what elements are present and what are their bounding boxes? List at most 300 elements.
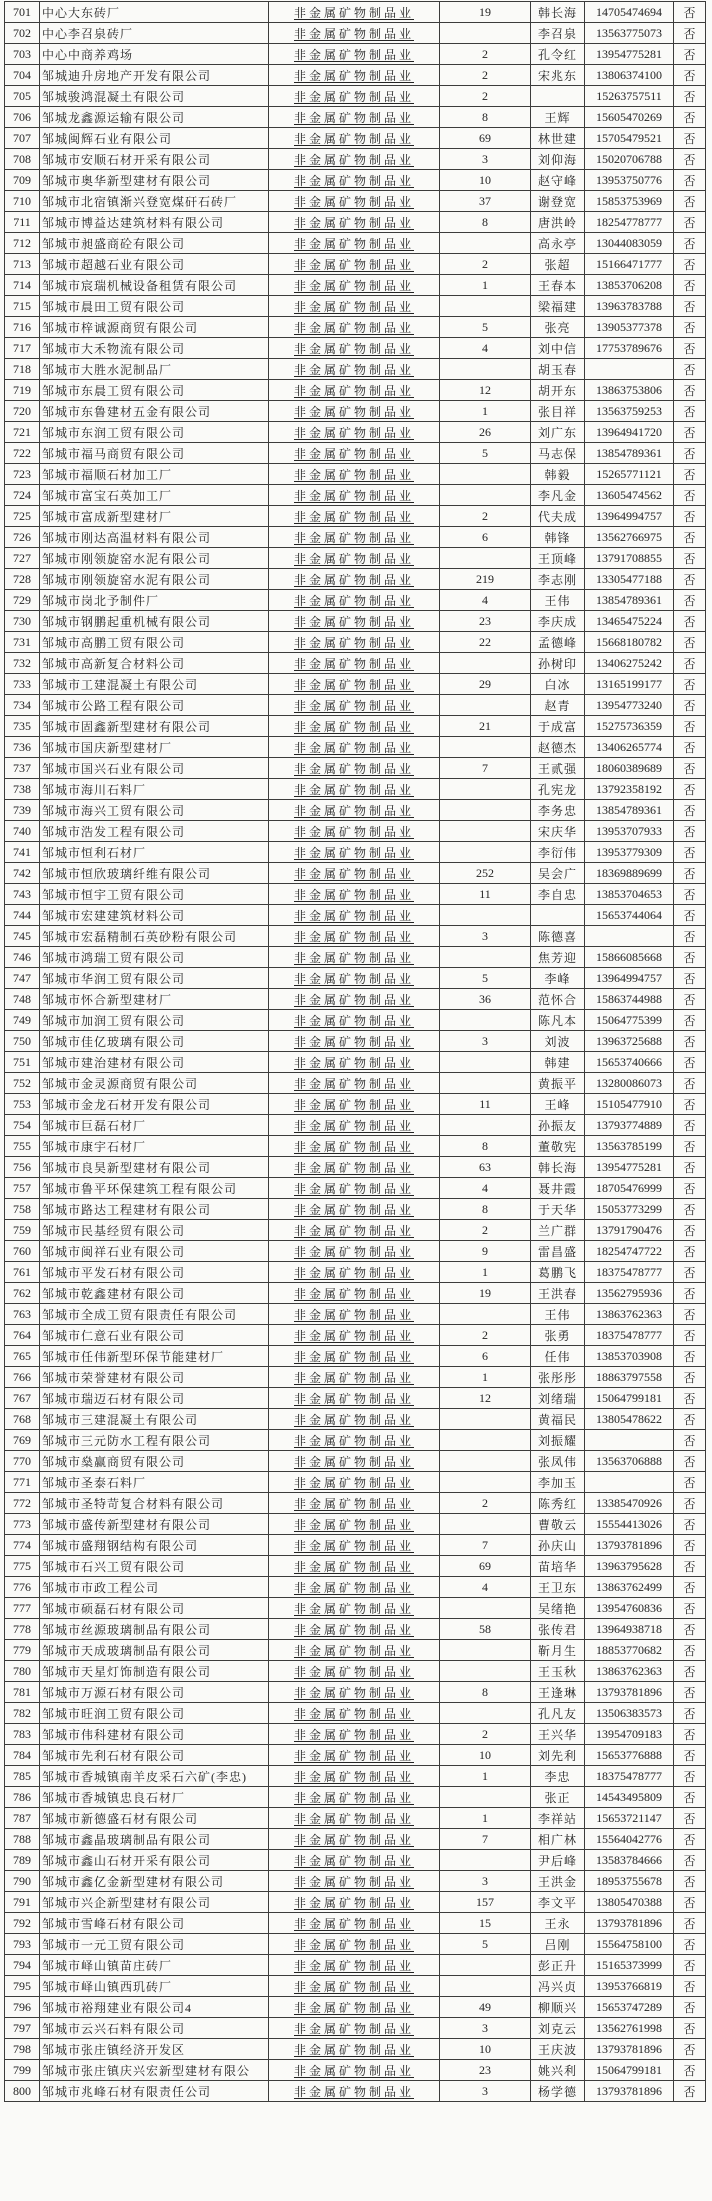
row-id-cell: 774 [5, 1535, 40, 1556]
company-name-cell: 邹城市刚领旋窑水泥有限公司 [40, 569, 269, 590]
industry-cell: 非金属矿物制品业 [269, 1136, 440, 1157]
flag-cell: 否 [674, 1262, 706, 1283]
row-id-cell: 769 [5, 1430, 40, 1451]
contact-name-cell: 王兴华 [531, 1724, 585, 1745]
phone-cell: 18853770682 [585, 1640, 674, 1661]
company-name-cell: 邹城市仁意石业有限公司 [40, 1325, 269, 1346]
phone-cell: 15166471777 [585, 254, 674, 275]
flag-cell: 否 [674, 149, 706, 170]
count-cell [440, 737, 531, 758]
row-id-cell: 772 [5, 1493, 40, 1514]
contact-name-cell: 韩长海 [531, 2, 585, 23]
industry-cell: 非金属矿物制品业 [269, 1346, 440, 1367]
table-row [5, 1409, 706, 1430]
flag-cell: 否 [674, 1598, 706, 1619]
flag-cell: 否 [674, 1178, 706, 1199]
phone-cell: 13280086073 [585, 1073, 674, 1094]
industry-cell: 非金属矿物制品业 [269, 842, 440, 863]
flag-cell: 否 [674, 1703, 706, 1724]
count-cell [440, 1409, 531, 1430]
company-name-cell: 邹城市国庆新型建材厂 [40, 737, 269, 758]
phone-cell: 13964994757 [585, 968, 674, 989]
phone-cell: 13506383573 [585, 1703, 674, 1724]
contact-name-cell: 胡玉春 [531, 359, 585, 380]
count-cell: 5 [440, 968, 531, 989]
count-cell [440, 23, 531, 44]
industry-cell: 非金属矿物制品业 [269, 86, 440, 107]
company-name-cell: 邹城市加润工贸有限公司 [40, 1010, 269, 1031]
industry-cell: 非金属矿物制品业 [269, 1619, 440, 1640]
contact-name-cell: 李衍伟 [531, 842, 585, 863]
phone-cell: 15866085668 [585, 947, 674, 968]
contact-name-cell: 相广林 [531, 1829, 585, 1850]
count-cell [440, 905, 531, 926]
phone-cell: 15653740666 [585, 1052, 674, 1073]
row-id-cell: 793 [5, 1934, 40, 1955]
industry-cell: 非金属矿物制品业 [269, 212, 440, 233]
table-row [5, 1199, 706, 1220]
phone-cell: 13562761998 [585, 2018, 674, 2039]
flag-cell: 否 [674, 632, 706, 653]
row-id-cell: 779 [5, 1640, 40, 1661]
company-name-cell: 邹城骏鸿混凝土有限公司 [40, 86, 269, 107]
row-id-cell: 709 [5, 170, 40, 191]
industry-cell: 非金属矿物制品业 [269, 149, 440, 170]
contact-name-cell: 董敬宪 [531, 1136, 585, 1157]
count-cell: 3 [440, 149, 531, 170]
phone-cell: 15165373999 [585, 1955, 674, 1976]
flag-cell: 否 [674, 380, 706, 401]
company-name-cell: 邹城市鲁平环保建筑工程有限公司 [40, 1178, 269, 1199]
phone-cell: 13385470926 [585, 1493, 674, 1514]
industry-cell: 非金属矿物制品业 [269, 1598, 440, 1619]
company-name-cell: 邹城市高鹏工贸有限公司 [40, 632, 269, 653]
flag-cell: 否 [674, 338, 706, 359]
contact-name-cell: 孙振友 [531, 1115, 585, 1136]
count-cell: 1 [440, 1262, 531, 1283]
phone-cell: 18953755678 [585, 1871, 674, 1892]
flag-cell: 否 [674, 800, 706, 821]
flag-cell: 否 [674, 821, 706, 842]
company-name-cell: 邹城市雪峰石材有限公司 [40, 1913, 269, 1934]
count-cell [440, 1052, 531, 1073]
phone-cell [585, 1430, 674, 1451]
table-row [5, 359, 706, 380]
flag-cell: 否 [674, 569, 706, 590]
count-cell: 8 [440, 107, 531, 128]
industry-cell: 非金属矿物制品业 [269, 2039, 440, 2060]
company-name-cell: 邹城市燊赢商贸有限公司 [40, 1451, 269, 1472]
table-row [5, 1997, 706, 2018]
phone-cell: 13953750776 [585, 170, 674, 191]
flag-cell: 否 [674, 317, 706, 338]
table-row [5, 1787, 706, 1808]
company-name-cell: 邹城市任伟新型环保节能建材厂 [40, 1346, 269, 1367]
phone-cell: 13563759253 [585, 401, 674, 422]
contact-name-cell: 苗培华 [531, 1556, 585, 1577]
industry-cell: 非金属矿物制品业 [269, 1052, 440, 1073]
phone-cell: 18375478777 [585, 1325, 674, 1346]
company-name-cell: 邹城市鑫晶玻璃制品有限公司 [40, 1829, 269, 1850]
row-id-cell: 734 [5, 695, 40, 716]
count-cell: 252 [440, 863, 531, 884]
row-id-cell: 702 [5, 23, 40, 44]
industry-cell: 非金属矿物制品业 [269, 485, 440, 506]
flag-cell: 否 [674, 1808, 706, 1829]
phone-cell [585, 1472, 674, 1493]
row-id-cell: 752 [5, 1073, 40, 1094]
phone-cell: 17753789676 [585, 338, 674, 359]
flag-cell: 否 [674, 1199, 706, 1220]
industry-cell: 非金属矿物制品业 [269, 569, 440, 590]
row-id-cell: 758 [5, 1199, 40, 1220]
count-cell [440, 947, 531, 968]
phone-cell: 13963783788 [585, 296, 674, 317]
company-name-cell: 邹城市一元工贸有限公司 [40, 1934, 269, 1955]
count-cell [440, 1472, 531, 1493]
phone-cell: 15668180782 [585, 632, 674, 653]
phone-cell: 13963795628 [585, 1556, 674, 1577]
flag-cell: 否 [674, 989, 706, 1010]
table-row [5, 716, 706, 737]
phone-cell: 18375478777 [585, 1262, 674, 1283]
flag-cell: 否 [674, 254, 706, 275]
table-row [5, 1556, 706, 1577]
contact-name-cell: 韩锋 [531, 527, 585, 548]
contact-name-cell: 吴会广 [531, 863, 585, 884]
contact-name-cell: 姚兴利 [531, 2060, 585, 2081]
contact-name-cell: 赵德杰 [531, 737, 585, 758]
phone-cell: 18863797558 [585, 1367, 674, 1388]
company-name-cell: 邹城市鑫山石材开采有限公司 [40, 1850, 269, 1871]
industry-cell: 非金属矿物制品业 [269, 1787, 440, 1808]
contact-name-cell: 赵青 [531, 695, 585, 716]
table-row [5, 1262, 706, 1283]
table-row [5, 1976, 706, 1997]
contact-name-cell: 王永 [531, 1913, 585, 1934]
phone-cell: 15064799181 [585, 2060, 674, 2081]
count-cell: 12 [440, 1388, 531, 1409]
count-cell: 2 [440, 1325, 531, 1346]
flag-cell: 否 [674, 1493, 706, 1514]
table-row [5, 1871, 706, 1892]
count-cell: 11 [440, 884, 531, 905]
table-row [5, 254, 706, 275]
count-cell: 219 [440, 569, 531, 590]
industry-cell: 非金属矿物制品业 [269, 1388, 440, 1409]
contact-name-cell: 吴绪艳 [531, 1598, 585, 1619]
industry-cell: 非金属矿物制品业 [269, 527, 440, 548]
phone-cell: 13954775281 [585, 1157, 674, 1178]
row-id-cell: 736 [5, 737, 40, 758]
phone-cell: 13964941720 [585, 422, 674, 443]
table-row [5, 989, 706, 1010]
phone-cell: 13563775073 [585, 23, 674, 44]
company-name-cell: 邹城市三元防水工程有限公司 [40, 1430, 269, 1451]
phone-cell: 13406265774 [585, 737, 674, 758]
company-table [4, 1, 706, 2102]
flag-cell: 否 [674, 191, 706, 212]
row-id-cell: 790 [5, 1871, 40, 1892]
phone-cell: 13165199177 [585, 674, 674, 695]
company-name-cell: 邹城市张庄镇经济开发区 [40, 2039, 269, 2060]
phone-cell: 15064799181 [585, 1388, 674, 1409]
industry-cell: 非金属矿物制品业 [269, 1115, 440, 1136]
count-cell: 3 [440, 1031, 531, 1052]
company-name-cell: 邹城市工建混凝土有限公司 [40, 674, 269, 695]
flag-cell: 否 [674, 1388, 706, 1409]
industry-cell: 非金属矿物制品业 [269, 1577, 440, 1598]
phone-cell: 15263757511 [585, 86, 674, 107]
contact-name-cell: 张彤彤 [531, 1367, 585, 1388]
count-cell [440, 1640, 531, 1661]
count-cell: 49 [440, 1997, 531, 2018]
flag-cell: 否 [674, 1976, 706, 1997]
phone-cell: 13791708855 [585, 548, 674, 569]
company-name-cell: 中心李召泉砖厂 [40, 23, 269, 44]
company-name-cell: 邹城市宏建建筑材料公司 [40, 905, 269, 926]
flag-cell: 否 [674, 1451, 706, 1472]
table-row [5, 1304, 706, 1325]
industry-cell: 非金属矿物制品业 [269, 1094, 440, 1115]
table-row [5, 1955, 706, 1976]
contact-name-cell: 张目祥 [531, 401, 585, 422]
industry-cell: 非金属矿物制品业 [269, 1325, 440, 1346]
contact-name-cell: 李加玉 [531, 1472, 585, 1493]
table-row [5, 779, 706, 800]
count-cell: 69 [440, 1556, 531, 1577]
table-row [5, 1640, 706, 1661]
contact-name-cell: 王春本 [531, 275, 585, 296]
industry-cell: 非金属矿物制品业 [269, 1850, 440, 1871]
count-cell [440, 485, 531, 506]
row-id-cell: 780 [5, 1661, 40, 1682]
table-row [5, 548, 706, 569]
flag-cell: 否 [674, 674, 706, 695]
flag-cell: 否 [674, 1430, 706, 1451]
industry-cell: 非金属矿物制品业 [269, 275, 440, 296]
company-name-cell: 邹城市丝源玻璃制品有限公司 [40, 1619, 269, 1640]
count-cell [440, 800, 531, 821]
flag-cell: 否 [674, 1472, 706, 1493]
phone-cell: 13406275242 [585, 653, 674, 674]
flag-cell: 否 [674, 1829, 706, 1850]
table-row [5, 212, 706, 233]
industry-cell: 非金属矿物制品业 [269, 1220, 440, 1241]
company-name-cell: 邹城市天成玻璃制品有限公司 [40, 1640, 269, 1661]
contact-name-cell: 高永亭 [531, 233, 585, 254]
contact-name-cell: 王伟 [531, 1304, 585, 1325]
industry-cell: 非金属矿物制品业 [269, 1808, 440, 1829]
row-id-cell: 725 [5, 506, 40, 527]
flag-cell: 否 [674, 1010, 706, 1031]
flag-cell: 否 [674, 884, 706, 905]
contact-name-cell: 李自忠 [531, 884, 585, 905]
company-name-cell: 邹城市峄山镇西玑砖厂 [40, 1976, 269, 1997]
contact-name-cell: 马志保 [531, 443, 585, 464]
phone-cell: 13954773240 [585, 695, 674, 716]
phone-cell: 15853753969 [585, 191, 674, 212]
table-row [5, 2060, 706, 2081]
company-name-cell: 邹城市荣誉建材有限公司 [40, 1367, 269, 1388]
flag-cell: 否 [674, 1094, 706, 1115]
flag-cell: 否 [674, 1052, 706, 1073]
row-id-cell: 764 [5, 1325, 40, 1346]
table-row [5, 191, 706, 212]
flag-cell: 否 [674, 2, 706, 23]
contact-name-cell: 孙树印 [531, 653, 585, 674]
flag-cell: 否 [674, 401, 706, 422]
phone-cell: 13805470388 [585, 1892, 674, 1913]
count-cell: 10 [440, 1745, 531, 1766]
count-cell: 3 [440, 2081, 531, 2102]
row-id-cell: 784 [5, 1745, 40, 1766]
flag-cell: 否 [674, 926, 706, 947]
count-cell [440, 296, 531, 317]
table-row [5, 1325, 706, 1346]
company-name-cell: 邹城市国兴石业有限公司 [40, 758, 269, 779]
industry-cell: 非金属矿物制品业 [269, 422, 440, 443]
flag-cell: 否 [674, 548, 706, 569]
count-cell [440, 1703, 531, 1724]
industry-cell: 非金属矿物制品业 [269, 296, 440, 317]
contact-name-cell: 彭正升 [531, 1955, 585, 1976]
table-row [5, 674, 706, 695]
count-cell: 26 [440, 422, 531, 443]
flag-cell: 否 [674, 128, 706, 149]
row-id-cell: 706 [5, 107, 40, 128]
count-cell: 12 [440, 380, 531, 401]
row-id-cell: 737 [5, 758, 40, 779]
phone-cell: 15653721147 [585, 1808, 674, 1829]
table-row [5, 338, 706, 359]
phone-cell: 15105477910 [585, 1094, 674, 1115]
table-row [5, 1157, 706, 1178]
phone-cell: 13305477188 [585, 569, 674, 590]
row-id-cell: 747 [5, 968, 40, 989]
flag-cell: 否 [674, 1409, 706, 1430]
table-row [5, 1451, 706, 1472]
phone-cell: 13562795936 [585, 1283, 674, 1304]
company-name-cell: 邹城市海川石料厂 [40, 779, 269, 800]
table-row [5, 107, 706, 128]
company-name-cell: 邹城市富成新型建材厂 [40, 506, 269, 527]
count-cell: 10 [440, 170, 531, 191]
row-id-cell: 712 [5, 233, 40, 254]
company-name-cell: 邹城市云兴石料有限公司 [40, 2018, 269, 2039]
row-id-cell: 785 [5, 1766, 40, 1787]
industry-cell: 非金属矿物制品业 [269, 1010, 440, 1031]
industry-cell: 非金属矿物制品业 [269, 233, 440, 254]
company-name-cell: 邹城市刚达高温材料有限公司 [40, 527, 269, 548]
contact-name-cell: 王辉 [531, 107, 585, 128]
flag-cell: 否 [674, 1136, 706, 1157]
industry-cell: 非金属矿物制品业 [269, 359, 440, 380]
phone-cell: 13793774889 [585, 1115, 674, 1136]
table-row [5, 569, 706, 590]
row-id-cell: 792 [5, 1913, 40, 1934]
industry-cell: 非金属矿物制品业 [269, 1178, 440, 1199]
count-cell [440, 1955, 531, 1976]
contact-name-cell: 李峰 [531, 968, 585, 989]
flag-cell: 否 [674, 107, 706, 128]
count-cell: 19 [440, 2, 531, 23]
table-row [5, 401, 706, 422]
flag-cell: 否 [674, 1619, 706, 1640]
company-name-cell: 邹城市闽祥石业有限公司 [40, 1241, 269, 1262]
company-name-cell: 邹城市安顺石材开采有限公司 [40, 149, 269, 170]
company-name-cell: 邹城市昶盛商砼有限公司 [40, 233, 269, 254]
industry-cell: 非金属矿物制品业 [269, 1682, 440, 1703]
table-row [5, 1031, 706, 1052]
phone-cell: 13854789361 [585, 443, 674, 464]
count-cell: 5 [440, 317, 531, 338]
company-name-cell: 邹城市兴企新型建材有限公司 [40, 1892, 269, 1913]
phone-cell: 15653744064 [585, 905, 674, 926]
company-name-cell: 邹城市全成工贸有限责任有限公司 [40, 1304, 269, 1325]
row-id-cell: 781 [5, 1682, 40, 1703]
row-id-cell: 751 [5, 1052, 40, 1073]
contact-name-cell: 张勇 [531, 1325, 585, 1346]
company-name-cell: 邹城市建治建材有限公司 [40, 1052, 269, 1073]
table-row [5, 1472, 706, 1493]
contact-name-cell: 黄福民 [531, 1409, 585, 1430]
row-id-cell: 757 [5, 1178, 40, 1199]
count-cell: 22 [440, 632, 531, 653]
phone-cell: 13853706208 [585, 275, 674, 296]
phone-cell [585, 926, 674, 947]
company-name-cell: 邹城市华润工贸有限公司 [40, 968, 269, 989]
company-name-cell: 中心中商养鸡场 [40, 44, 269, 65]
row-id-cell: 800 [5, 2081, 40, 2102]
row-id-cell: 791 [5, 1892, 40, 1913]
count-cell [440, 359, 531, 380]
phone-cell: 18254778777 [585, 212, 674, 233]
flag-cell: 否 [674, 1304, 706, 1325]
phone-cell: 13806374100 [585, 65, 674, 86]
contact-name-cell: 王伟 [531, 590, 585, 611]
table-row [5, 443, 706, 464]
phone-cell: 14543495809 [585, 1787, 674, 1808]
flag-cell: 否 [674, 2018, 706, 2039]
table-row [5, 926, 706, 947]
table-row [5, 968, 706, 989]
count-cell: 29 [440, 674, 531, 695]
phone-cell: 13854789361 [585, 800, 674, 821]
contact-name-cell: 聂井霞 [531, 1178, 585, 1199]
count-cell: 4 [440, 1577, 531, 1598]
company-name-cell: 邹城市奥华新型建材有限公司 [40, 170, 269, 191]
phone-cell: 15705479521 [585, 128, 674, 149]
count-cell: 2 [440, 1724, 531, 1745]
contact-name-cell: 靳月生 [531, 1640, 585, 1661]
flag-cell: 否 [674, 968, 706, 989]
flag-cell: 否 [674, 863, 706, 884]
row-id-cell: 721 [5, 422, 40, 443]
flag-cell: 否 [674, 1997, 706, 2018]
count-cell: 10 [440, 2039, 531, 2060]
contact-name-cell: 陈秀红 [531, 1493, 585, 1514]
company-name-cell: 邹城市香城镇南羊皮采石六矿(李忠) [40, 1766, 269, 1787]
count-cell [440, 1976, 531, 1997]
flag-cell: 否 [674, 1766, 706, 1787]
contact-name-cell: 任伟 [531, 1346, 585, 1367]
flag-cell: 否 [674, 1535, 706, 1556]
flag-cell: 否 [674, 1346, 706, 1367]
phone-cell: 13953707933 [585, 821, 674, 842]
company-name-cell: 邹城闽辉石业有限公司 [40, 128, 269, 149]
table-row [5, 1430, 706, 1451]
